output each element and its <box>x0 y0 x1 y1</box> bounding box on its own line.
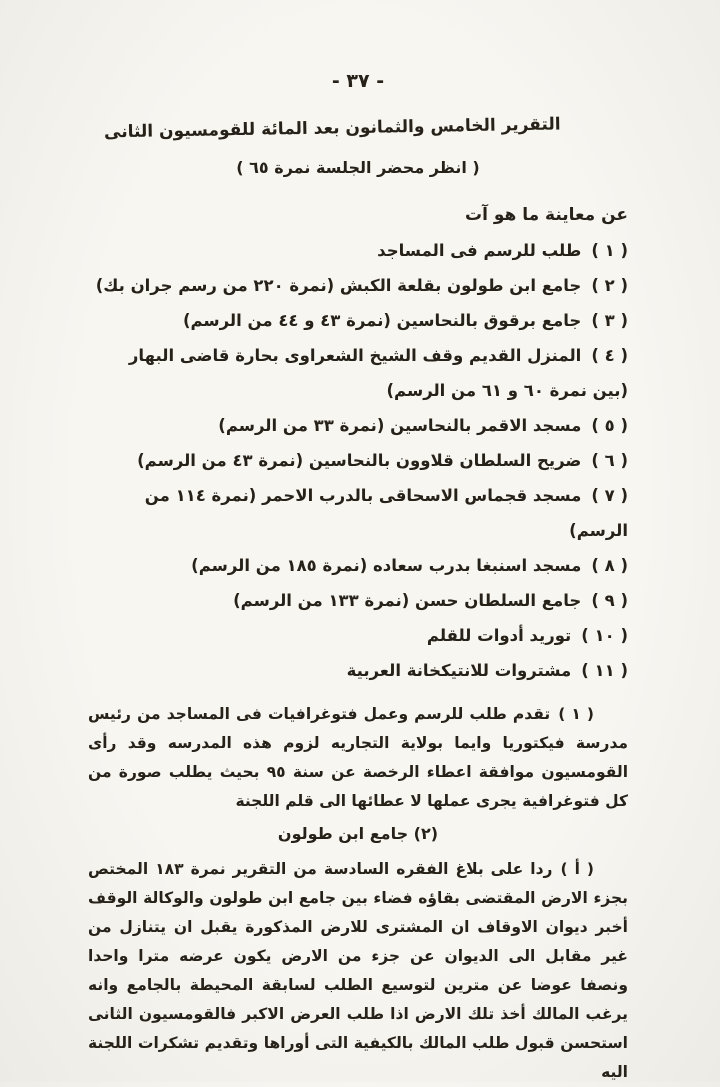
item-text: مسجد اسنبغا بدرب سعاده (نمرة ١٨٥ من الرسم) <box>191 556 582 575</box>
section-heading: (٢) جامع ابن طولون <box>277 824 439 843</box>
inspection-list <box>88 233 628 688</box>
list-item <box>88 233 628 268</box>
item-text: توريد أدوات للقلم <box>426 626 572 645</box>
item-text: جامع ابن طولون بقلعة الكبش (نمرة ٢٢٠ من رسم جران بك) <box>95 276 582 295</box>
item-number: ( ١١ ) <box>581 661 628 680</box>
item-text: مسجد قجماس الاسحاقى بالدرب الاحمر (نمرة ١١٤ من الرسم) <box>144 486 628 540</box>
item-number: ( ١٠ ) <box>581 626 628 645</box>
page-number: - ٣٧ - <box>331 70 385 92</box>
list-item <box>88 303 628 338</box>
inspection-intro: عن معاينة ما هو آت <box>465 205 628 225</box>
item-number: ( ٩ ) <box>591 591 628 610</box>
paragraph-2-marker: ( أ ) <box>560 860 594 878</box>
report-title: التقرير الخامس والثمانون بعد المائة للقومسيون الثانى <box>103 114 561 143</box>
item-number: ( ٥ ) <box>591 416 628 435</box>
list-item <box>88 268 628 303</box>
session-reference: ( انظر محضر الجلسة نمرة ٦٥ ) <box>236 158 480 177</box>
paragraph-2-text: ردا على بلاغ الفقره السادسة من التقرير نمرة ١٨٣ المختص بجزء الارض المقتضى بقاؤه فضاء بين جامع ابن طولون والوكالة الوقف أخبر ديوان الاوقاف ان المشترى للارض المذكورة يقبل ان يتنازل من غير مقابل الى الديوان عن جزء من الارض يكون عرضه مترا واحدا ونصفا عوضا عن مترين لتوسيع الطلب لسابقة المحيطة بالجامع وانه يرغب المالك أخذ تلك الارض اذا طلب العرض الاكبر فالقومسيون الثانى استحسن قبول طلب المالك بالكيفية التى أوراها وتقديم تشكرات اللجنة اليه <box>88 860 628 1081</box>
item-text: مسجد الاقمر بالنحاسين (نمرة ٣٣ من الرسم) <box>218 416 582 435</box>
item-text: المنزل القديم وقف الشيخ الشعراوى بحارة قاضى البهار (بين نمرة ٦٠ و ٦١ من الرسم) <box>128 346 628 400</box>
item-number: ( ١ ) <box>591 241 628 260</box>
item-text: طلب للرسم فى المساجد <box>377 241 582 260</box>
paragraph-1-marker: ( ١ ) <box>558 705 595 723</box>
item-number: ( ٧ ) <box>591 486 628 505</box>
item-text: جامع برقوق بالنحاسين (نمرة ٤٣ و ٤٤ من الرسم) <box>182 311 582 330</box>
paragraph-2 <box>88 855 628 1087</box>
list-item <box>88 618 628 653</box>
list-item <box>88 478 628 548</box>
list-item <box>88 408 628 443</box>
paragraph-1-text: تقدم طلب للرسم وعمل فتوغرافيات فى المساجد من رئيس مدرسة فيكتوريا وايما بولاية التجاريه لزوم هذه المدرسه وقد رأى القومسيون موافقة اعطاء الرخصة عن سنة ٩٥ بحيث يطلب صورة من كل فتوغرافية يجرى عملها لا عطائها الى قلم اللجنة <box>88 705 629 810</box>
list-item <box>88 548 628 583</box>
list-item <box>88 338 628 408</box>
item-number: ( ٣ ) <box>591 311 628 330</box>
item-number: ( ٨ ) <box>591 556 628 575</box>
list-item <box>88 583 628 618</box>
item-number: ( ٦ ) <box>591 451 628 470</box>
item-text: مشتروات للانتيكخانة العربية <box>346 661 572 680</box>
list-item <box>88 443 628 478</box>
list-item <box>88 653 628 688</box>
item-number: ( ٤ ) <box>591 346 628 365</box>
item-text: جامع السلطان حسن (نمرة ١٣٣ من الرسم) <box>233 591 582 610</box>
item-text: ضريح السلطان قلاوون بالنحاسين (نمرة ٤٣ من الرسم) <box>137 451 582 470</box>
item-number: ( ٢ ) <box>591 276 628 295</box>
paragraph-1 <box>88 700 628 816</box>
